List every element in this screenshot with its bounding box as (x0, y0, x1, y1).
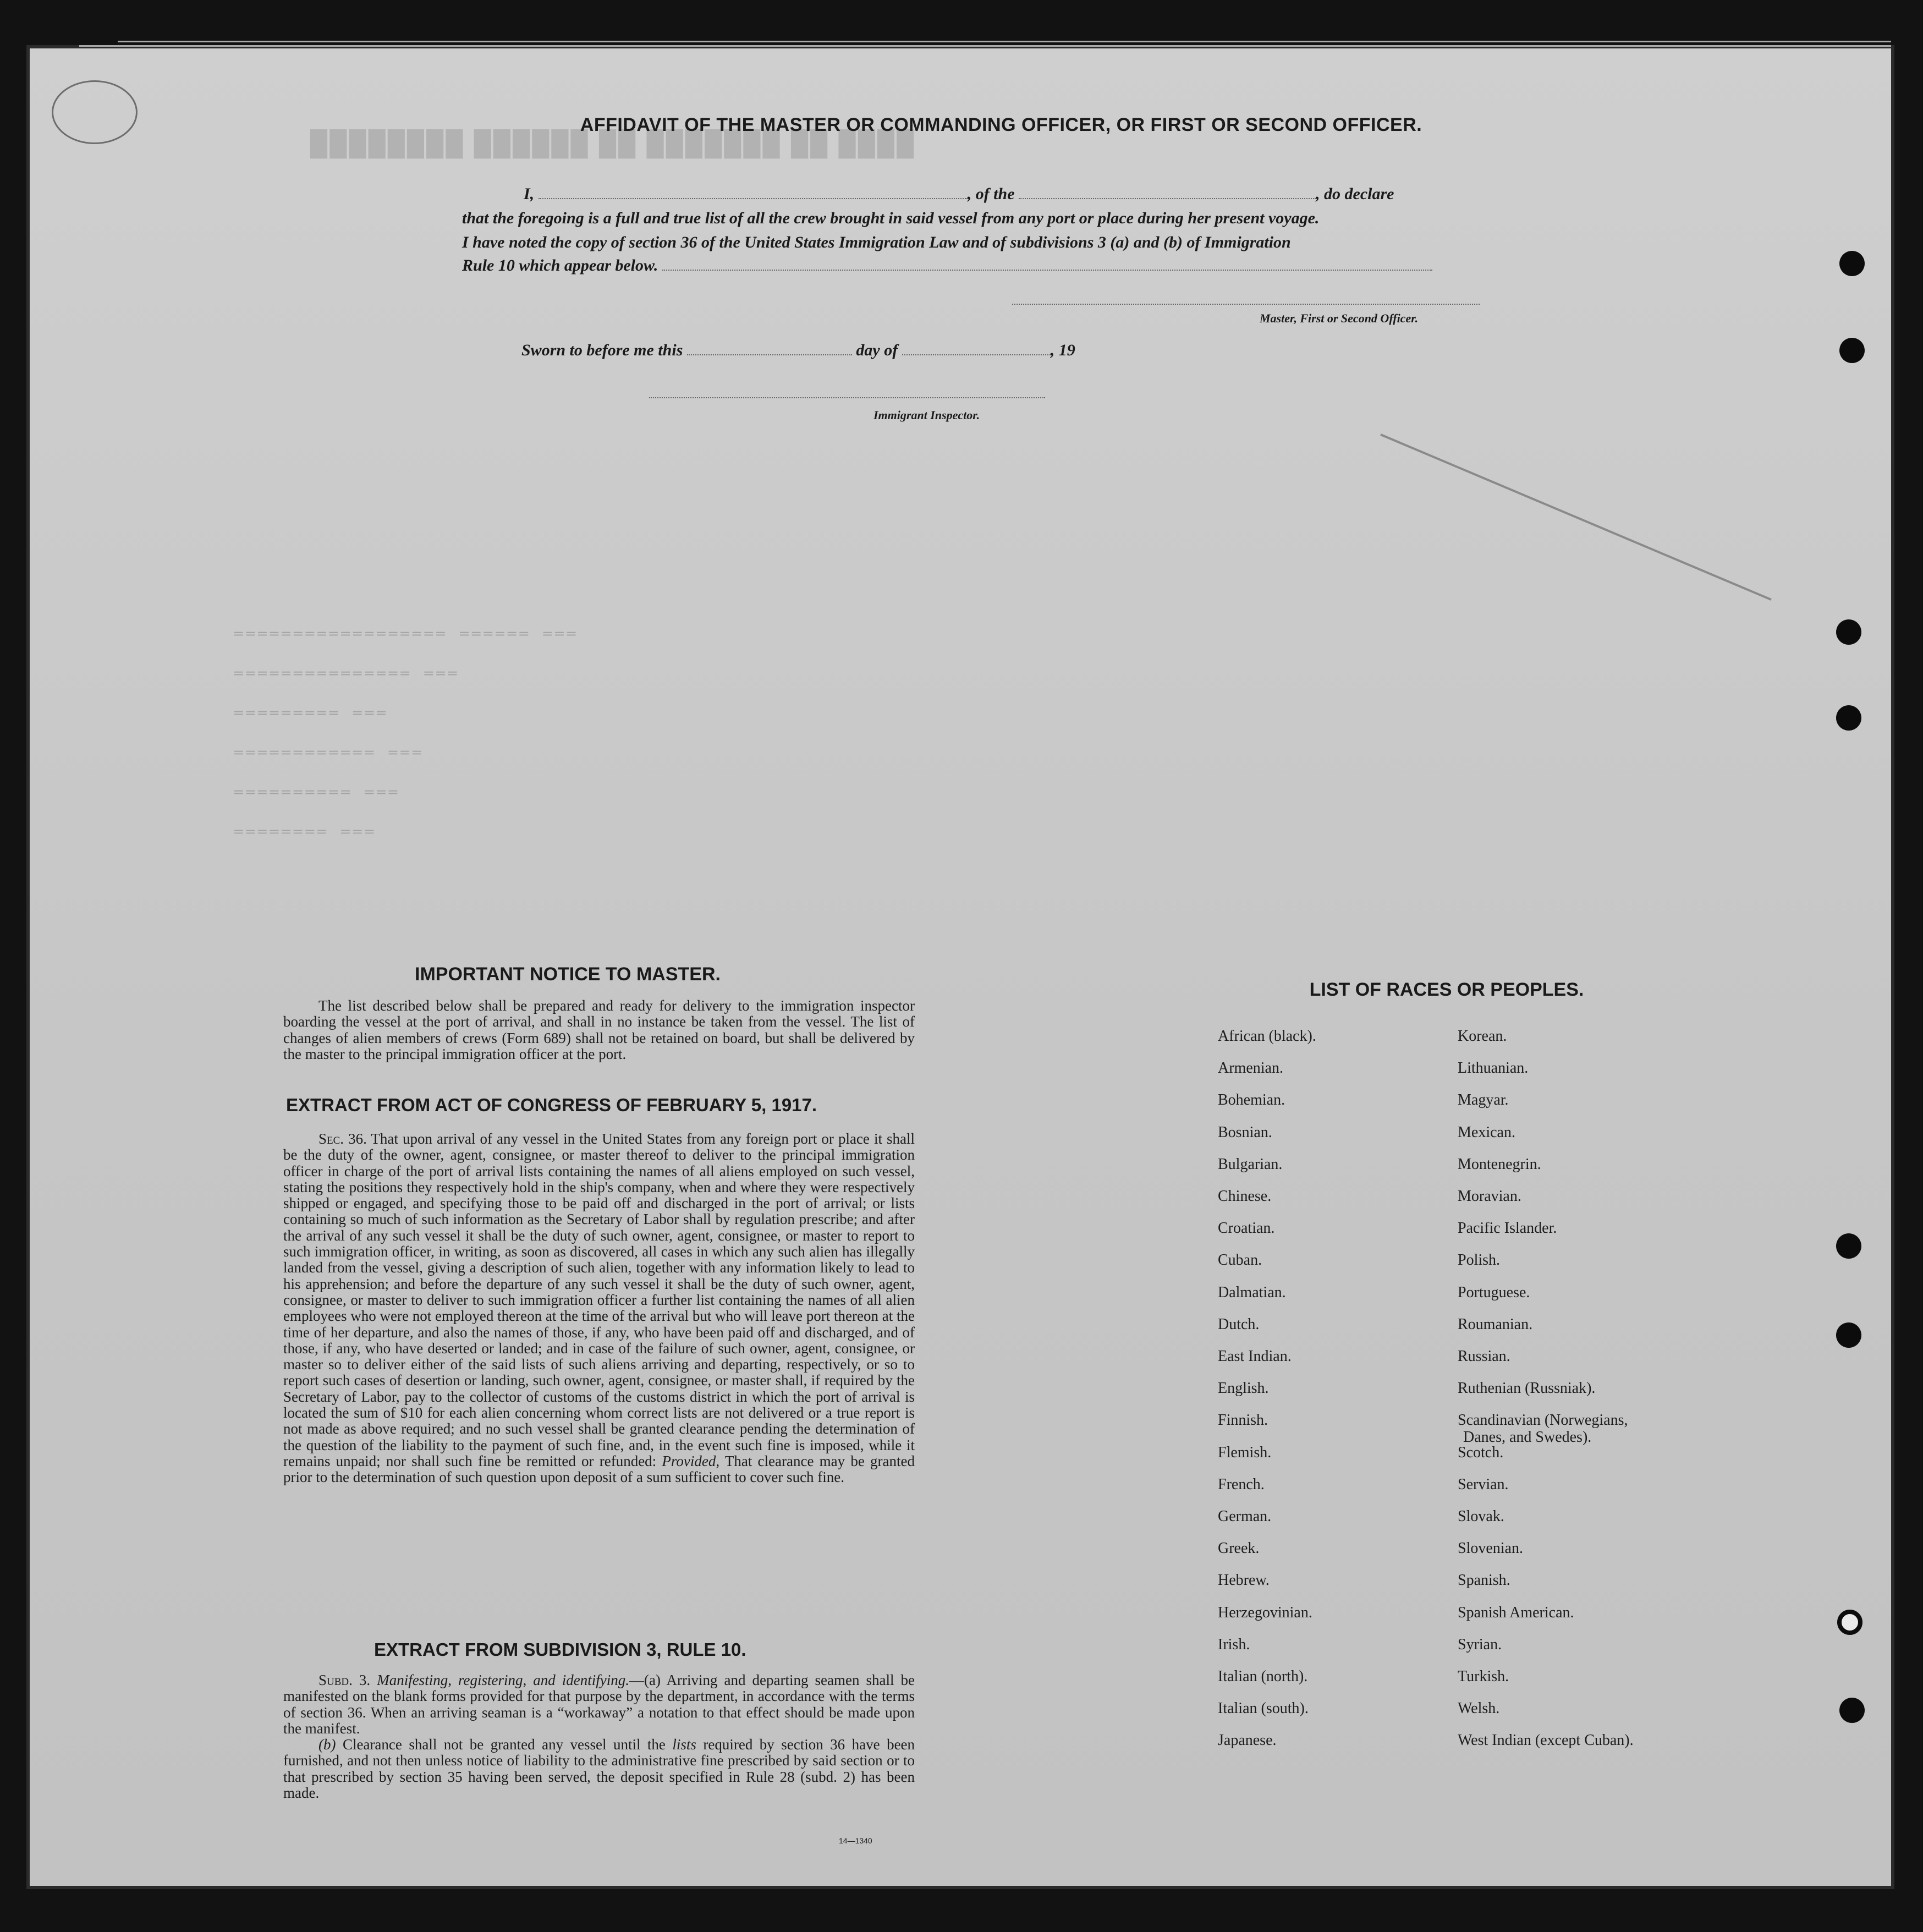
race-item: Hebrew. (1218, 1572, 1270, 1589)
race-item: Italian (south). (1218, 1700, 1309, 1717)
bleed-through-row: ═══ ═══════════════ (231, 666, 457, 682)
races-title: LIST OF RACES OR PEOPLES. (1309, 979, 1584, 1000)
corner-stamp (52, 80, 138, 144)
race-item: Pacific Islander. (1458, 1220, 1557, 1237)
race-item: Moravian. (1458, 1188, 1521, 1205)
rule-title: EXTRACT FROM SUBDIVISION 3, RULE 10. (374, 1639, 746, 1660)
affidavit-line-2: that the foregoing is a full and true list of all the crew brought in said vessel from any port or place during her present voyage. (462, 209, 1320, 227)
section-label: Sec. 36. (318, 1130, 367, 1147)
notice-paragraph (283, 998, 915, 1062)
race-item: Magyar. (1458, 1091, 1509, 1109)
bleed-through-row: ═══ ════════════ (231, 745, 421, 761)
vessel-label: , of the (967, 185, 1015, 203)
affidavit-title: AFFIDAVIT OF THE MASTER OR COMMANDING OFFICER, OR FIRST OR SECOND OFFICER. (580, 114, 1422, 135)
race-item: Servian. (1458, 1475, 1509, 1493)
bleed-through-row: ═══ ══════════ (231, 784, 398, 801)
race-item: Mexican. (1458, 1123, 1515, 1141)
punch-hole (1836, 705, 1861, 731)
race-item: Ruthenian (Russniak). (1458, 1380, 1596, 1397)
affidavit-line-4-field[interactable] (662, 256, 1432, 271)
race-item: Spanish. (1458, 1572, 1510, 1589)
sworn-day-field[interactable] (687, 341, 852, 355)
bleed-through-row: ═══ ════════ (231, 824, 374, 841)
race-item: African (black). (1218, 1028, 1316, 1045)
race-item: Scandinavian (Norwegians, (1458, 1412, 1628, 1429)
race-item: Lithuanian. (1458, 1060, 1529, 1077)
race-item: Scotch. (1458, 1443, 1504, 1461)
sworn-month-field[interactable] (902, 341, 1051, 355)
sworn-line (521, 341, 1075, 360)
punch-hole (1836, 619, 1861, 645)
declarant-name-field[interactable] (539, 185, 968, 199)
affidavit-line-1 (524, 185, 1394, 204)
document-sheet (30, 48, 1891, 1886)
race-item: Herzegovinian. (1218, 1604, 1312, 1621)
race-item: Montenegrin. (1458, 1155, 1541, 1173)
punch-hole (1839, 251, 1865, 276)
page-edge-line (79, 45, 1891, 47)
punch-hole (1839, 1698, 1865, 1723)
subd-a-text: —(a) Arriving and departing seamen shall be manifested on the blank forms provided for that purpose by the department, in accordance with the terms of section 36. When an arriving seaman is a “workaway” a notation to that effect should be made upon the manifest. (283, 1672, 915, 1737)
race-item: East Indian. (1218, 1348, 1292, 1365)
subd-b-text-1: Clearance shall not be granted any vessel until the (342, 1736, 666, 1753)
race-item: French. (1218, 1475, 1265, 1493)
declarant-label: I, (524, 185, 535, 203)
race-item: Danes, and Swedes). (1463, 1429, 1592, 1446)
race-item: Slovenian. (1458, 1540, 1523, 1557)
rule-paragraph (283, 1672, 915, 1801)
punch-hole (1836, 1233, 1861, 1259)
race-item: Flemish. (1218, 1443, 1272, 1461)
notice-title: IMPORTANT NOTICE TO MASTER. (415, 964, 721, 985)
race-item: Japanese. (1218, 1732, 1277, 1749)
race-item: German. (1218, 1508, 1272, 1525)
race-item: English. (1218, 1380, 1269, 1397)
race-item: Korean. (1458, 1028, 1507, 1045)
section-text: That upon arrival of any vessel in the United States from any foreign port or place it shall be the duty of the owner, agent, consignee, or master thereof to deliver to the principal immigration officer in charge of the port of arrival lists containing the names of all aliens employed on such vessel, stating the positions they respectively hold in the ship's company, when and where they were respectively shipped or engaged, and specifying those to be paid off and discharged in the port of arrival; or lists containing so much of such information as the Secretary of Labor shall by regulation prescribe; and after the arrival of any such vessel it shall be the duty of such owner, agent, consignee, or master to report to such immigration officer, in writing, as soon as discovered, all cases in which any such alien has illegally landed from the vessel, giving a description of such alien, together with any information likely to lead to his apprehension; and before the departure of any such vessel it shall be the duty of such owner, agent, consignee, or master to deliver to such immigration officer a further list containing the names of all alien employees who were not employed thereon at the time of the arrival but who will leave port thereon at the time of her departure, and also the names of those, if any, who have been paid off and discharged, and of those, if any, who have deserted or landed; and in case of the failure of such owner, agent, consignee, or master so to deliver either of the said lists of such aliens arriving and departing, respectively, or so to report such cases of desertion or landing, such owner, agent, consignee, or master shall, if required by the Secretary of Labor, pay to the collector of customs of the customs district in which the port of arrival is located the sum of $10 for each alien concerning whom correct lists are not delivered or a true report is not made as above required; and no such vessel shall be granted clearance pending the determination of the question of the liability to the payment of such fine, and, in the event such fine is imposed, while it remains unpaid; nor shall such fine be remitted or refunded: (283, 1130, 915, 1469)
race-item: Portuguese. (1458, 1283, 1530, 1301)
sworn-label: Sworn to before me this (521, 341, 683, 359)
affidavit-line-4-text: Rule 10 which appear below. (462, 256, 658, 275)
punch-hole (1839, 338, 1865, 363)
subd-b-lists: lists (672, 1736, 696, 1753)
subd-b-text-2: required by section 36 have been furnished, and not then unless notice of liability to the administrative fine prescribed by said section or to that prescribed by section 35 having been served, the deposit specified in Rule 28 (subd. 2) has been made. (283, 1736, 915, 1802)
vessel-name-field[interactable] (1019, 185, 1316, 199)
provided-text: That clearance may be granted prior to the determination of such question upon deposit of a sum sufficient to cover such fine. (283, 1452, 915, 1486)
punch-hole (1837, 1610, 1862, 1635)
notice-text: The list described below shall be prepared and ready for delivery to the immigration inspector boarding the vessel at the port of arrival, and shall in no instance be taken from the vessel. The list of changes of alien members of crews (Form 689) shall not be retained on board, but shall be delivered by the master to the principal immigration officer at the port. (283, 997, 915, 1062)
race-item: Turkish. (1458, 1668, 1509, 1685)
bleed-through-row: ═══ ══════ ══════════════════ (231, 626, 576, 643)
punch-hole (1836, 1322, 1861, 1348)
affidavit-line-3: I have noted the copy of section 36 of the United States Immigration Law and of subdivisions 3 (a) and (b) of Immigration (462, 233, 1291, 251)
race-item: Greek. (1218, 1540, 1260, 1557)
race-item: Welsh. (1458, 1700, 1500, 1717)
day-of-label: day of (856, 341, 898, 359)
subd-b-label: (b) (318, 1736, 336, 1753)
race-item: Dutch. (1218, 1315, 1260, 1333)
race-item: Irish. (1218, 1635, 1250, 1653)
race-item: Croatian. (1218, 1220, 1275, 1237)
master-signature-line[interactable] (1012, 304, 1480, 305)
race-item: Slovak. (1458, 1508, 1504, 1525)
year-label: , 19 (1050, 341, 1075, 359)
race-item: Roumanian. (1458, 1315, 1533, 1333)
bleed-through-heading: ████ ██ ███████ ██ ██████ ████████ (308, 130, 914, 157)
inspector-caption: Immigrant Inspector. (873, 408, 980, 422)
race-item: West Indian (except Cuban). (1458, 1732, 1634, 1749)
race-item: Bohemian. (1218, 1091, 1285, 1109)
race-item: Spanish American. (1458, 1604, 1574, 1621)
act-title: EXTRACT FROM ACT OF CONGRESS OF FEBRUARY 5, 1917. (286, 1095, 817, 1115)
master-caption: Master, First or Second Officer. (1260, 311, 1419, 325)
race-item: Armenian. (1218, 1060, 1283, 1077)
race-item: Finnish. (1218, 1412, 1268, 1429)
race-item: Syrian. (1458, 1635, 1502, 1653)
race-item: Bulgarian. (1218, 1155, 1283, 1173)
race-item: Chinese. (1218, 1188, 1272, 1205)
diagonal-pencil-stroke (1375, 429, 1782, 605)
form-number: 14—1340 (839, 1836, 872, 1845)
race-item: Dalmatian. (1218, 1283, 1286, 1301)
affidavit-line-4 (462, 256, 1432, 275)
provided-label: Provided, (662, 1452, 720, 1469)
act-paragraph (283, 1131, 915, 1486)
bleed-through-row: ═══ ═════════ (231, 705, 386, 722)
declare-label: , do declare (1316, 185, 1394, 203)
subd-label: Subd. 3. (318, 1672, 371, 1688)
page-edge-line (118, 41, 1891, 42)
race-item: Italian (north). (1218, 1668, 1308, 1685)
race-item: Bosnian. (1218, 1123, 1272, 1141)
inspector-signature-line[interactable] (649, 397, 1045, 398)
race-item: Polish. (1458, 1252, 1501, 1269)
race-item: Cuban. (1218, 1252, 1262, 1269)
subd-heading: Manifesting, registering, and identifying. (377, 1672, 629, 1688)
race-item: Russian. (1458, 1348, 1510, 1365)
